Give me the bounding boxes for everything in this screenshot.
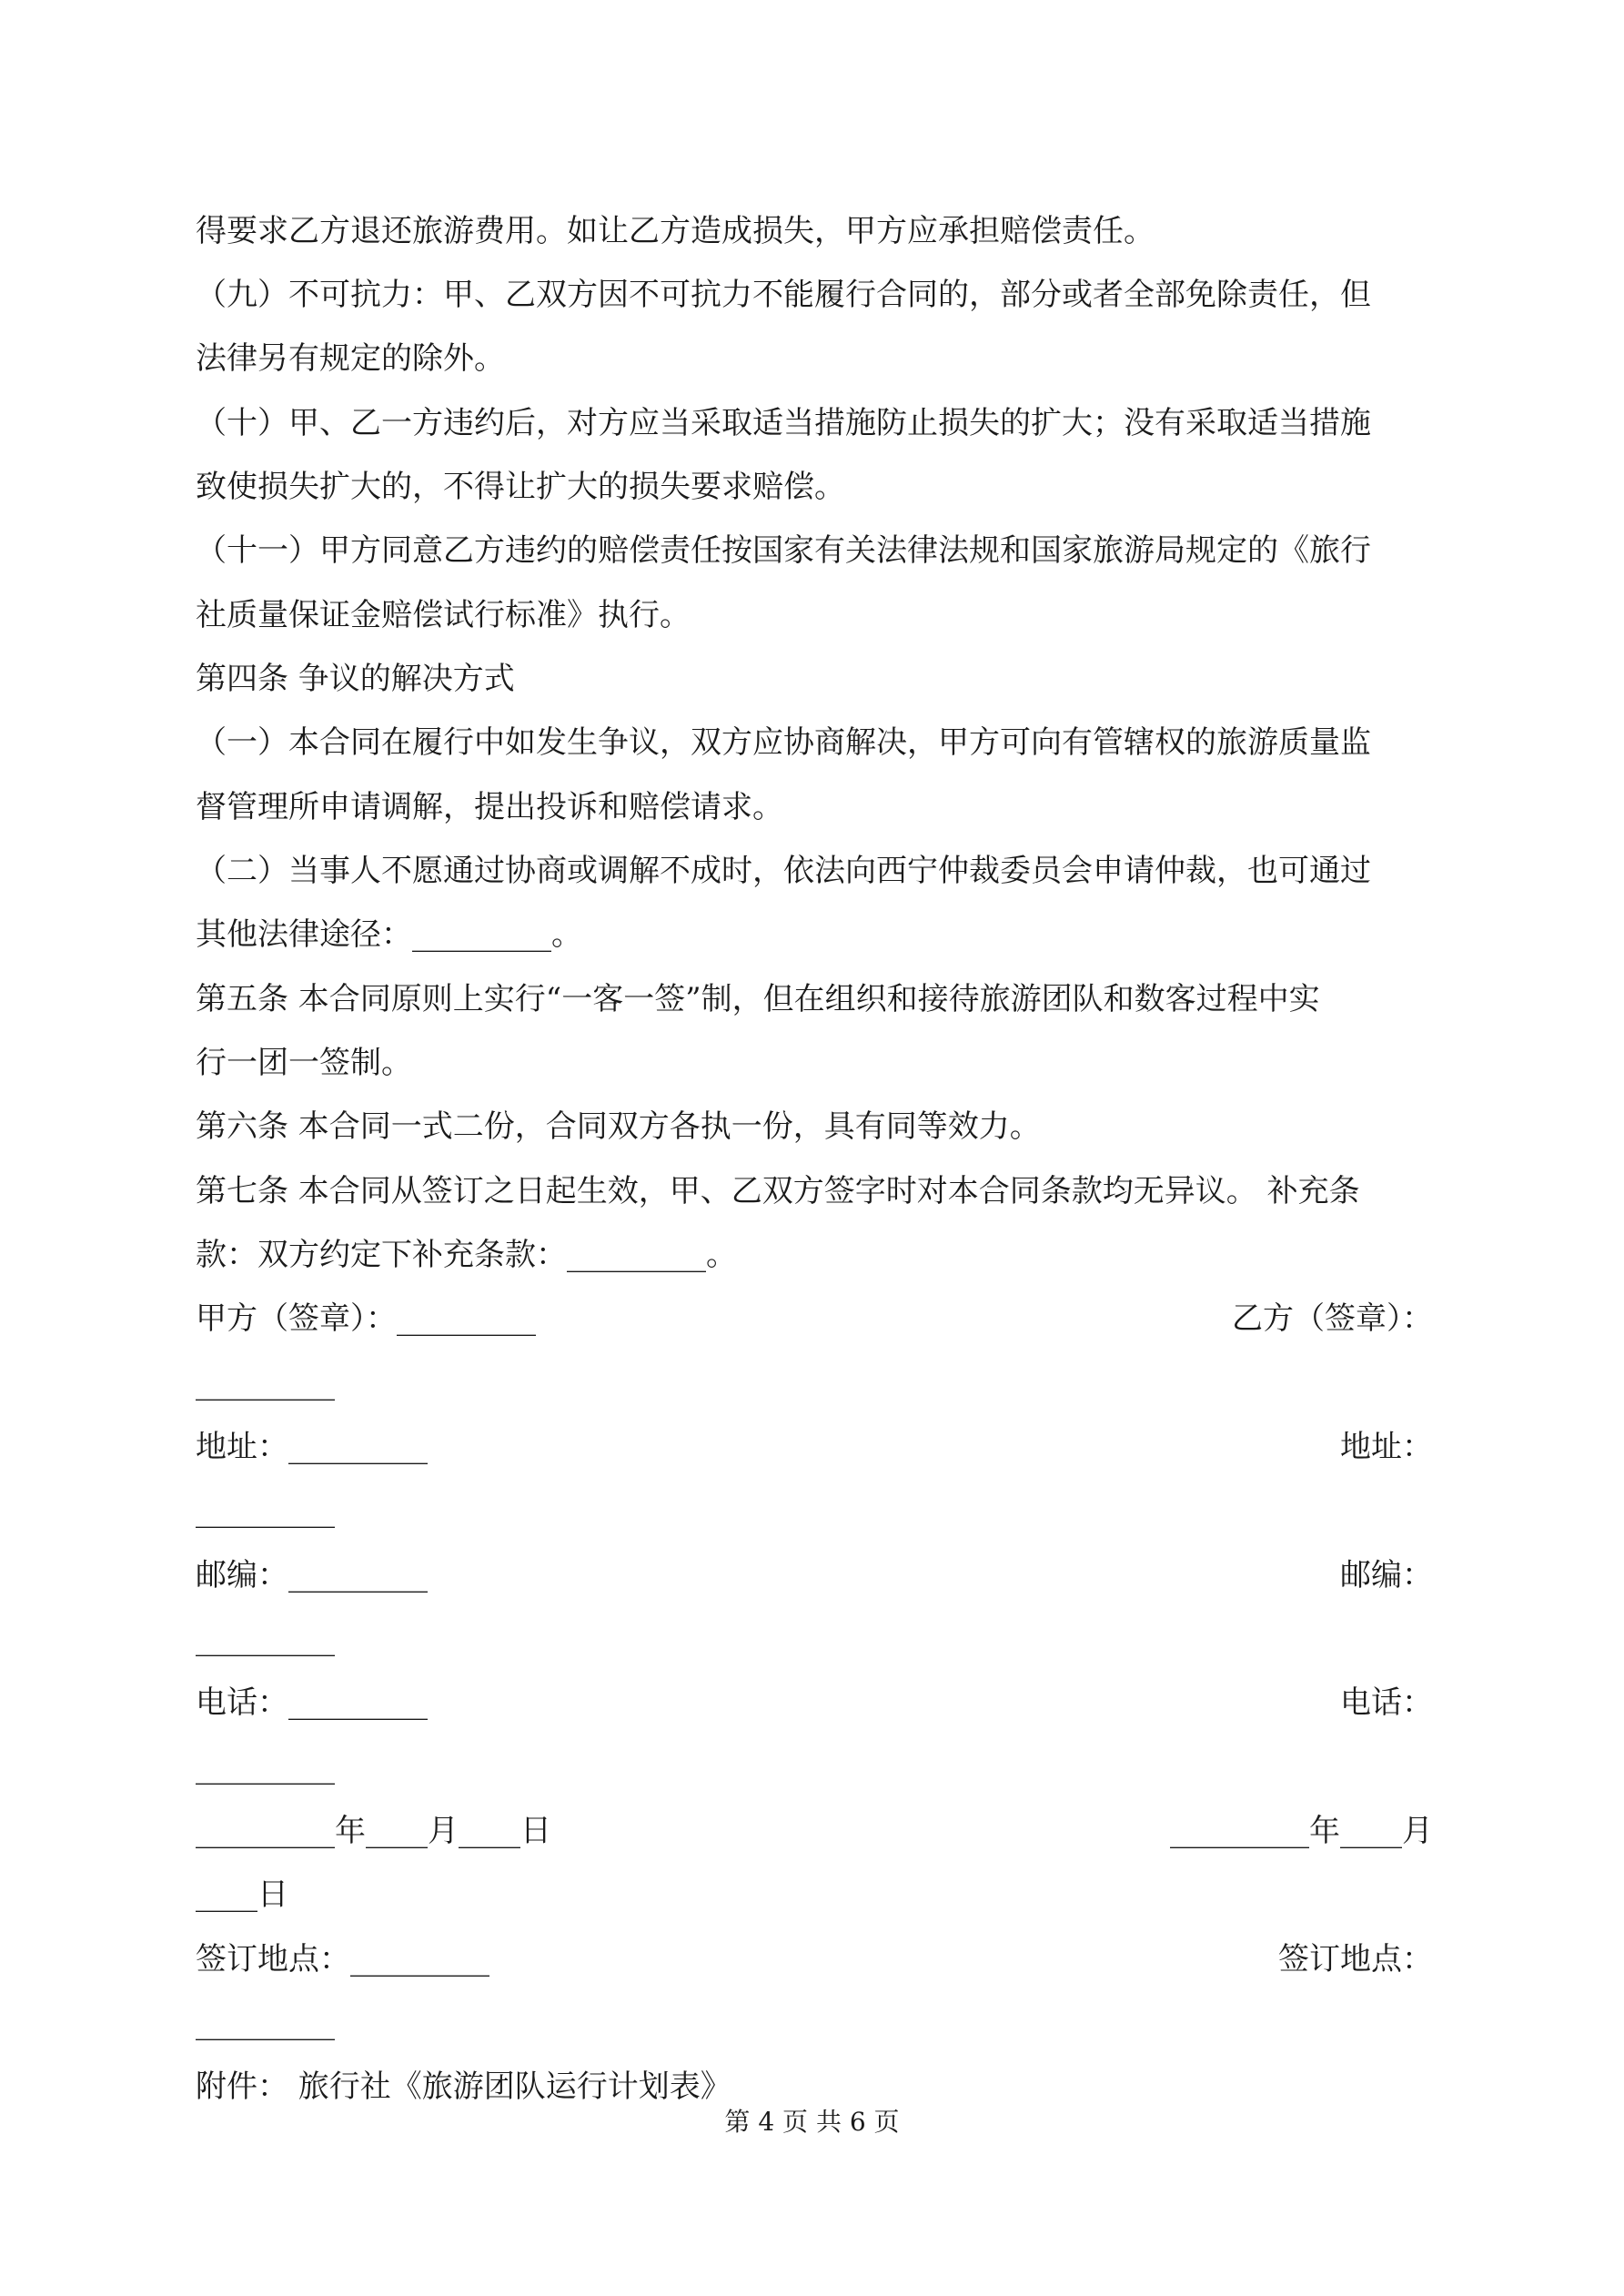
body-line: 法律另有规定的除外。 xyxy=(196,340,505,377)
party-b-phone-blank: _________ xyxy=(196,1749,335,1785)
party-b-phone: 电话： xyxy=(1340,1684,1433,1721)
page-number: 第 4 页 共 6 页 xyxy=(724,2107,900,2137)
body-line: （十一）甲方同意乙方违约的赔偿责任按国家有关法律法规和国家旅游局规定的《旅行 xyxy=(196,532,1371,569)
body-line: 其他法律途径：_________。 xyxy=(196,916,582,953)
body-line: 致使损失扩大的，不得让扩大的损失要求赔偿。 xyxy=(196,469,845,505)
party-b-sign-place-blank: _________ xyxy=(196,2005,335,2041)
body-line: 款：双方约定下补充条款：_________。 xyxy=(196,1237,737,1273)
party-b-date-day: ____日 xyxy=(196,1876,288,1913)
party-b-zipcode-blank: _________ xyxy=(196,1621,335,1657)
body-line: （一）本合同在履行中如发生争议，双方应协商解决，甲方可向有管辖权的旅游质量监 xyxy=(196,724,1371,761)
body-line: 第五条 本合同原则上实行“一客一签”制，但在组织和接待旅游团队和数客过程中实 xyxy=(196,981,1320,1017)
section-heading: 第四条 争议的解决方式 xyxy=(196,661,515,697)
party-b-seal-blank: _________ xyxy=(196,1365,335,1401)
party-a-address: 地址：_________ xyxy=(196,1429,428,1465)
body-line: 督管理所申请调解，提出投诉和赔偿请求。 xyxy=(196,789,783,825)
body-line: 第七条 本合同从签订之日起生效，甲、乙双方签字时对本合同条款均无异议。 补充条 xyxy=(196,1173,1360,1209)
body-line: （十）甲、乙一方违约后，对方应当采取适当措施防止损失的扩大；没有采取适当措施 xyxy=(196,405,1371,441)
party-a-seal: 甲方（签章）：_________ xyxy=(196,1300,536,1337)
party-a-phone: 电话：_________ xyxy=(196,1684,428,1721)
party-b-date: _________年____月 xyxy=(1170,1813,1433,1849)
body-line: 社质量保证金赔偿试行标准》执行。 xyxy=(196,597,691,633)
party-b-sign-place: 签订地点： xyxy=(1278,1941,1433,1977)
party-a-zipcode: 邮编：_________ xyxy=(196,1557,428,1593)
party-a-date: _________年____月____日 xyxy=(196,1813,551,1849)
body-line: （二）当事人不愿通过协商或调解不成时，依法向西宁仲裁委员会申请仲裁，也可通过 xyxy=(196,853,1371,889)
party-b-address-blank: _________ xyxy=(196,1492,335,1529)
party-b-seal: 乙方（签章）： xyxy=(1232,1300,1433,1337)
body-line: 得要求乙方退还旅游费用。如让乙方造成损失，甲方应承担赔偿责任。 xyxy=(196,213,1155,249)
party-b-address: 地址： xyxy=(1340,1429,1433,1465)
attachment-note: 附件： 旅行社《旅游团队运行计划表》 xyxy=(196,2068,731,2105)
party-a-sign-place: 签订地点：_________ xyxy=(196,1941,489,1977)
body-line: 行一团一签制。 xyxy=(196,1045,412,1081)
body-line: 第六条 本合同一式二份，合同双方各执一份，具有同等效力。 xyxy=(196,1108,1041,1145)
body-line: （九）不可抗力：甲、乙双方因不可抗力不能履行合同的，部分或者全部免除责任，但 xyxy=(196,277,1371,313)
party-b-zipcode: 邮编： xyxy=(1340,1557,1433,1593)
